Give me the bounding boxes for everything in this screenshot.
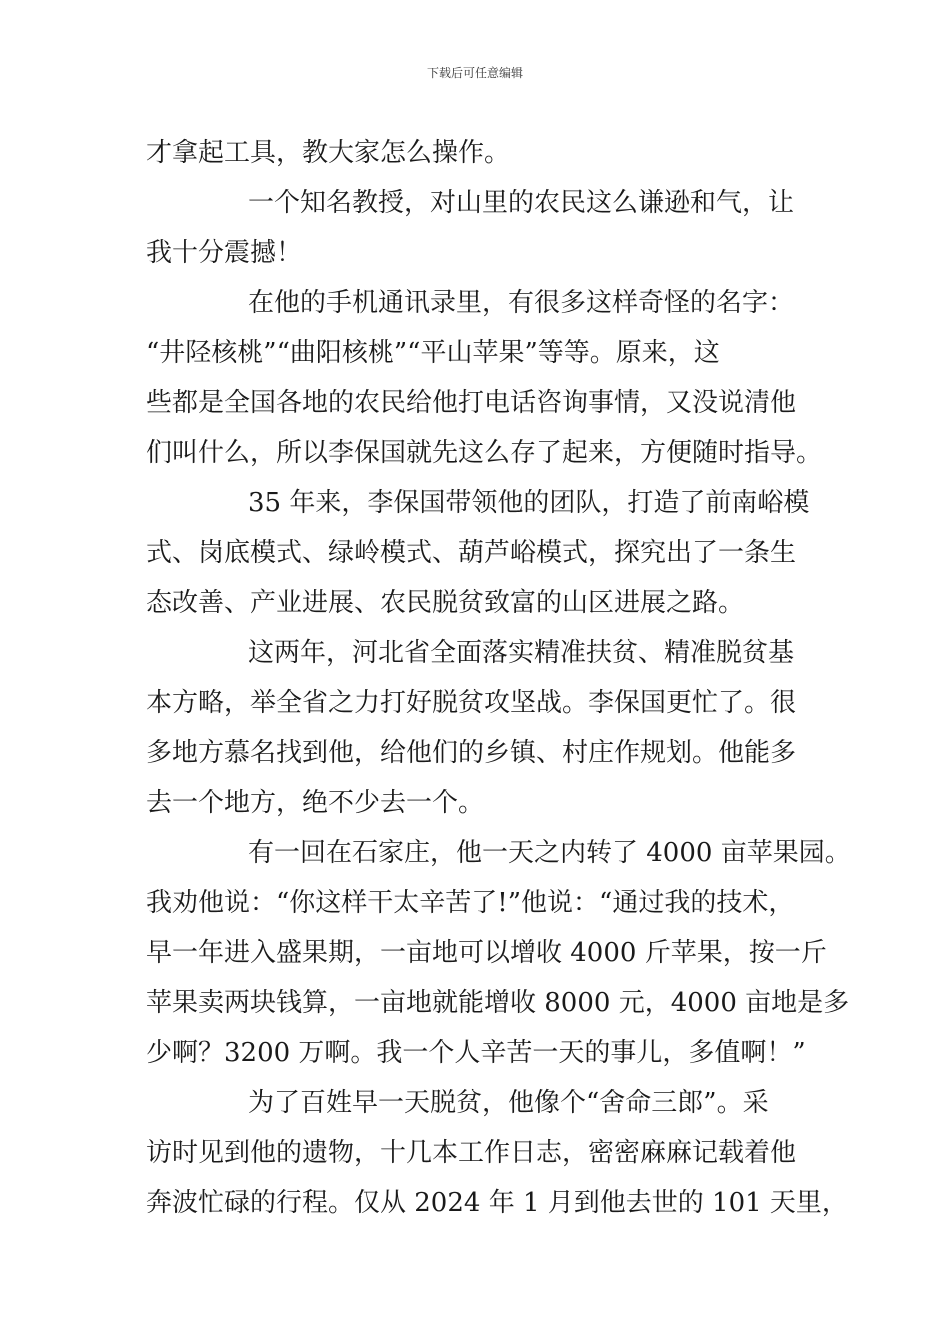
text-line: 为了百姓早一天脱贫，他像个“舍命三郎”。采: [248, 1088, 769, 1118]
text-line: 态改善、产业进展、农民脱贫致富的山区进展之路。: [146, 588, 745, 618]
body-text: [146, 128, 851, 1228]
text-line: 去一个地方，绝不少去一个。: [146, 788, 485, 818]
page-header: 下载后可任意编辑: [426, 66, 523, 80]
text-line: 在他的手机通讯录里，有很多这样奇怪的名字：: [248, 288, 795, 318]
text-line: 本方略，举全省之力打好脱贫攻坚战。李保国更忙了。很: [146, 688, 797, 718]
text-line: 苹果卖两块钱算，一亩地就能增收 8000 元，4000 亩地是多: [146, 988, 850, 1018]
text-line: 访时见到他的遗物，十几本工作日志，密密麻麻记载着他: [146, 1138, 797, 1168]
text-line: 式、岗底模式、绿岭模式、葫芦峪模式，探究出了一条生: [146, 538, 797, 568]
text-line: “井陉核桃”“曲阳核桃”“平山苹果”等等。原来，这: [146, 338, 720, 368]
text-line: 有一回在石家庄，他一天之内转了 4000 亩苹果园。: [248, 838, 851, 868]
text-line: 少啊？3200 万啊。我一个人辛苦一天的事儿，多值啊！”: [146, 1038, 806, 1068]
text-line: 才拿起工具，教大家怎么操作。: [146, 138, 511, 168]
text-line: 我劝他说：“你这样干太辛苦了!”他说：“通过我的技术，: [146, 888, 795, 918]
text-line: 们叫什么，所以李保国就先这么存了起来，方便随时指导。: [146, 438, 823, 468]
text-line: 早一年进入盛果期，一亩地可以增收 4000 斤苹果，按一斤: [146, 938, 827, 968]
text-line: 奔波忙碌的行程。仅从 2024 年 1 月到他去世的 101 天里，: [146, 1188, 848, 1218]
text-line: 这两年，河北省全面落实精准扶贫、精准脱贫基: [248, 638, 795, 668]
text-line: 我十分震撼！: [146, 238, 303, 268]
text-line: 35 年来，李保国带领他的团队，打造了前南峪模: [248, 488, 810, 518]
text-line: 些都是全国各地的农民给他打电话咨询事情，又没说清他: [146, 388, 797, 418]
text-line: 多地方慕名找到他，给他们的乡镇、村庄作规划。他能多: [146, 738, 797, 768]
text-line: 一个知名教授，对山里的农民这么谦逊和气，让: [248, 188, 795, 218]
